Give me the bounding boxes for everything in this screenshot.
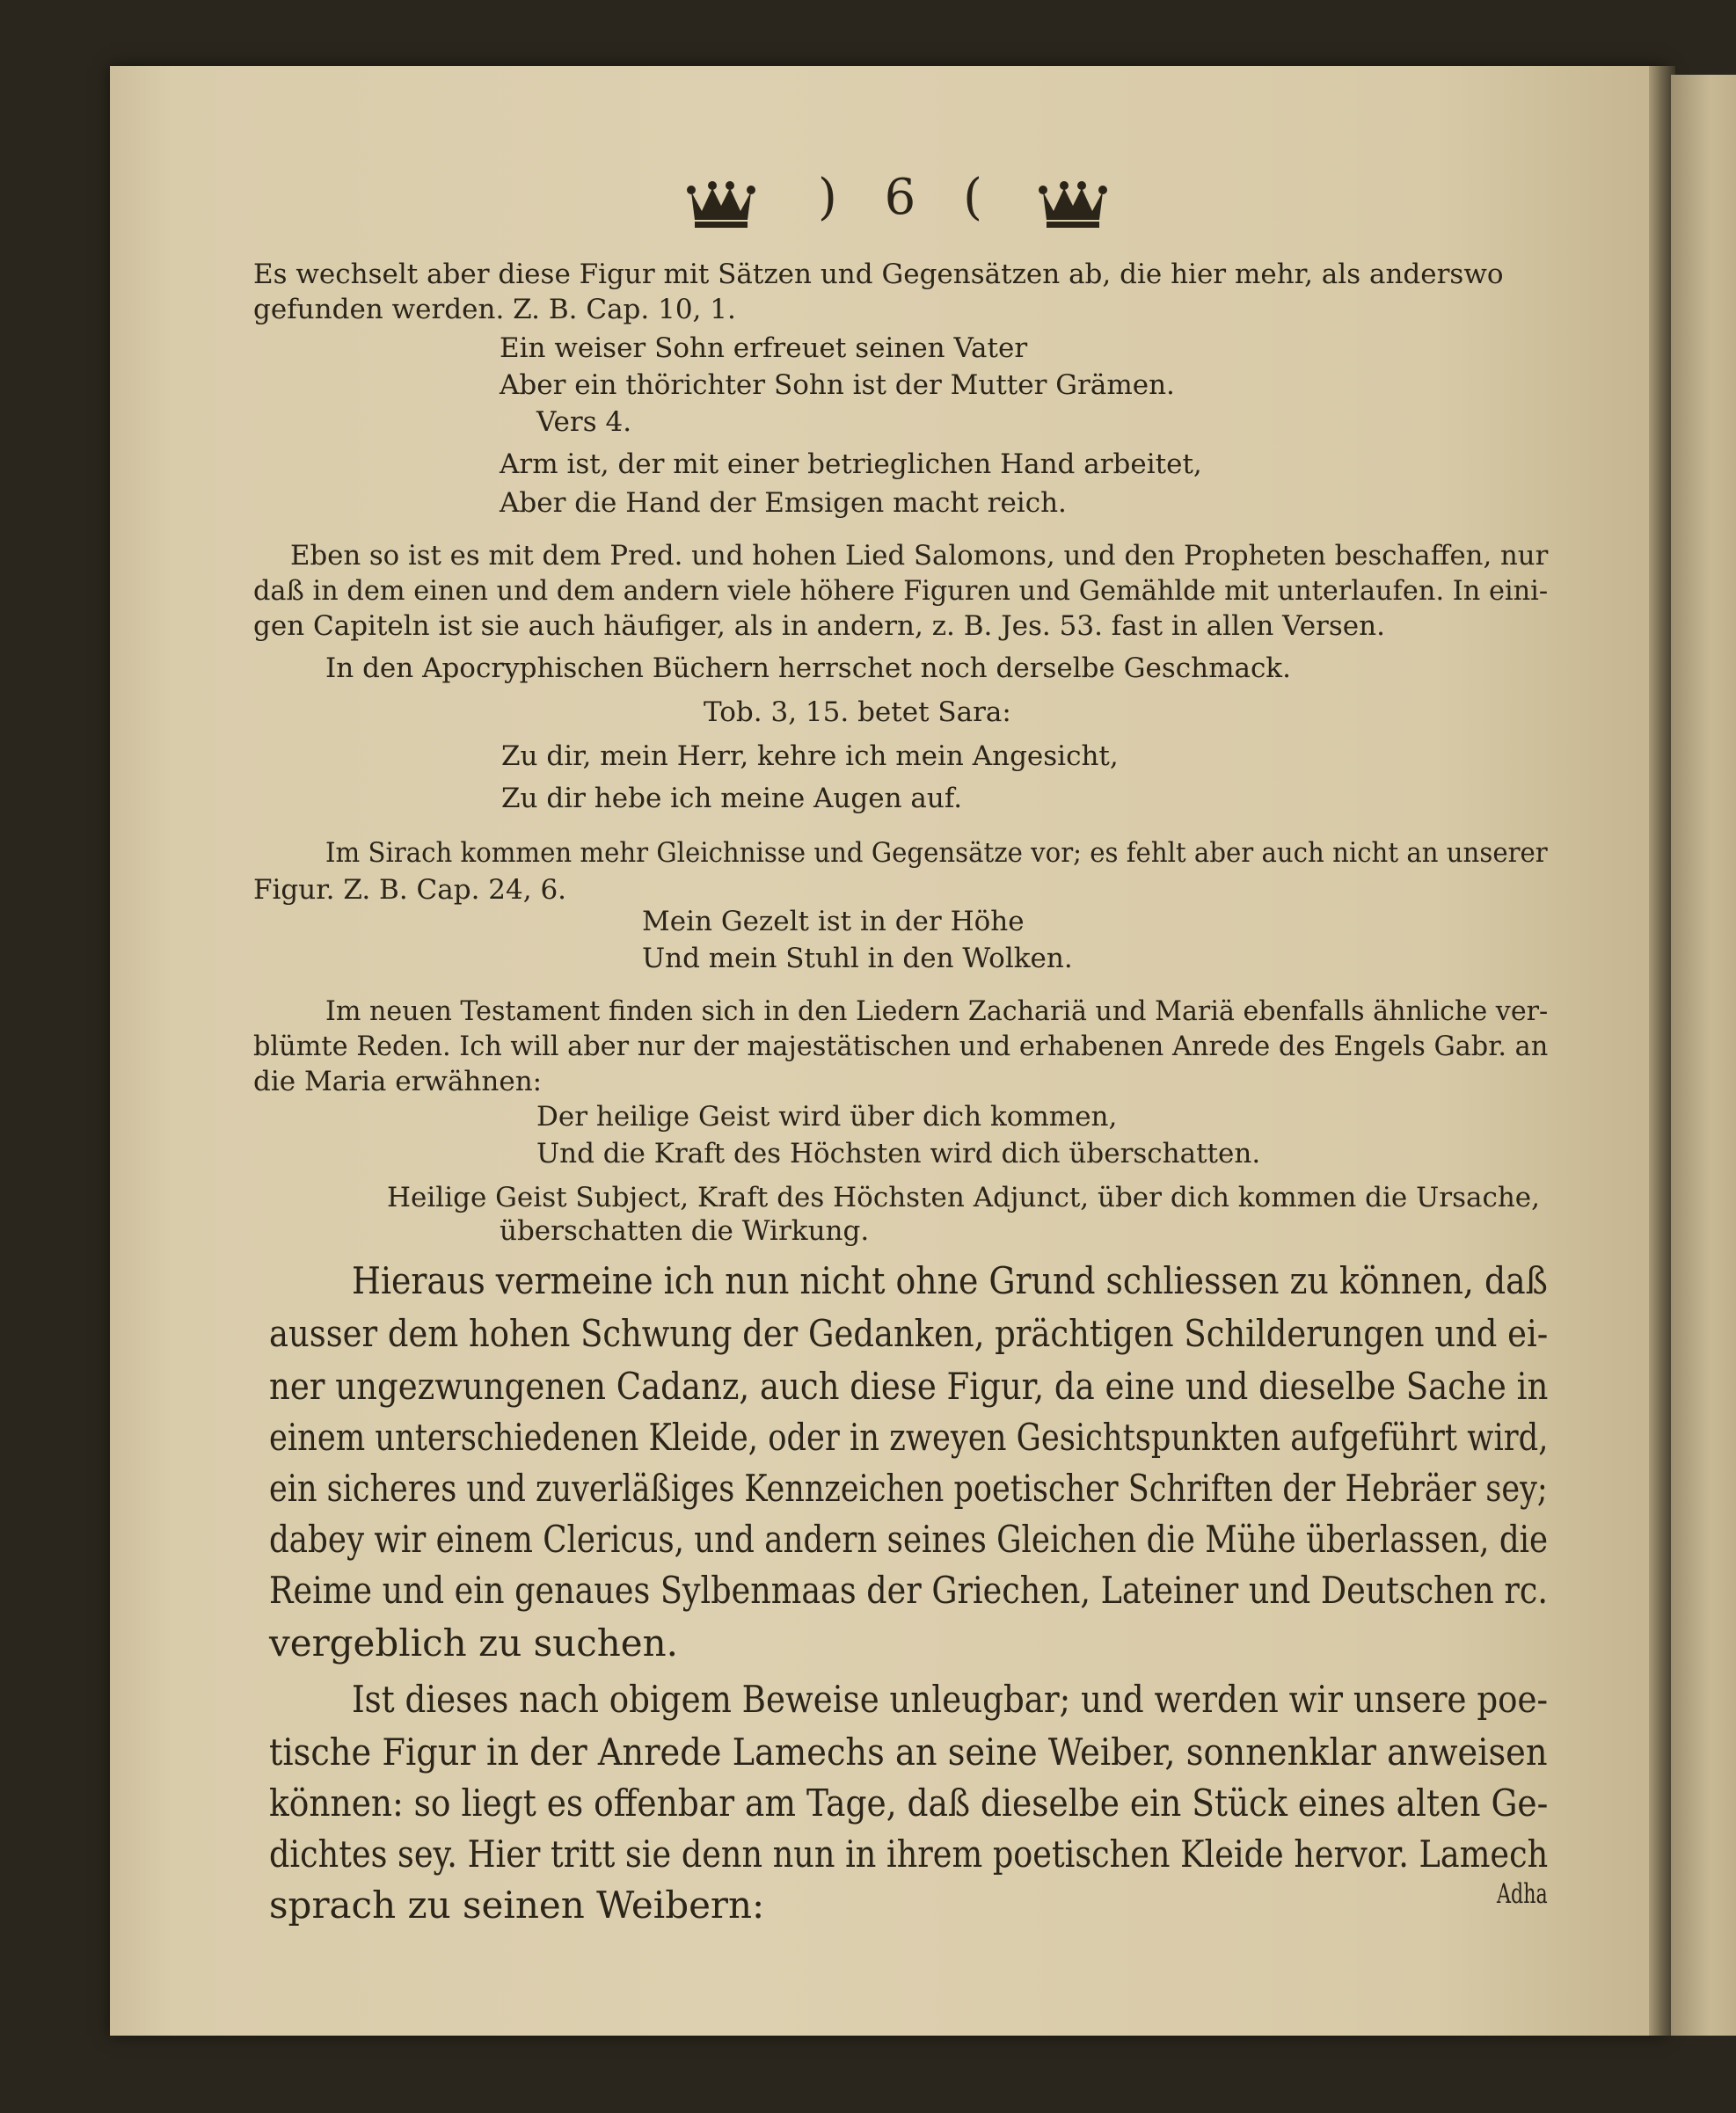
text-line: ausser dem hohen Schwung der Gedanken, prächtigen Schilderungen und ei- xyxy=(269,1312,1549,1355)
text-line: gefunden werden. Z. B. Cap. 10, 1. xyxy=(253,294,736,325)
crown-icon xyxy=(1038,176,1108,230)
text-line: überschatten die Wirkung. xyxy=(500,1215,870,1247)
quote-line: Zu dir hebe ich meine Augen auf. xyxy=(501,783,963,814)
text-line: die Maria erwähnen: xyxy=(253,1066,543,1097)
text-line: Heilige Geist Subject, Kraft des Höchsten Adjunct, über dich kommen die Ursache, xyxy=(387,1182,1540,1213)
quote-line: Arm ist, der mit einer betrieglichen Hand arbeitet, xyxy=(500,448,1202,480)
text-line: ein sicheres und zuverläßiges Kennzeichen poetischer Schriften der Hebräer sey; xyxy=(269,1467,1548,1510)
text-line: blümte Reden. Ich will aber nur der majestätischen und erhabenen Anrede des Engels Gabr. an xyxy=(253,1031,1549,1062)
page-number: ) 6 ( xyxy=(818,169,998,226)
text-line: dichtes sey. Hier tritt sie denn nun in ihrem poetischen Kleide hervor. Lamech xyxy=(269,1832,1549,1876)
text-line: gen Capiteln ist sie auch häufiger, als in andern, z. B. Jes. 53. fast in allen Versen. xyxy=(253,610,1385,642)
crown-icon xyxy=(686,176,756,230)
text-line: Im neuen Testament finden sich in den Liedern Zachariä und Mariä ebenfalls ähnliche ver- xyxy=(325,995,1549,1027)
quote-line: Und mein Stuhl in den Wolken. xyxy=(642,943,1073,974)
text-line: können: so liegt es offenbar am Tage, daß dieselbe ein Stück eines alten Ge- xyxy=(269,1781,1549,1825)
text-line: Figur. Z. B. Cap. 24, 6. xyxy=(253,874,567,906)
text-line: Ist dieses nach obigem Beweise unleugbar; und werden wir unsere poe- xyxy=(352,1678,1549,1721)
quote-line: Ein weiser Sohn erfreuet seinen Vater xyxy=(500,332,1028,364)
text-line: ner ungezwungenen Cadanz, auch diese Figur, da eine und dieselbe Sache in xyxy=(269,1365,1549,1408)
quote-line: Aber die Hand der Emsigen macht reich. xyxy=(500,487,1067,519)
text-line: vergeblich zu suchen. xyxy=(269,1621,679,1665)
quote-line: Mein Gezelt ist in der Höhe xyxy=(642,906,1025,937)
text-line: daß in dem einen und dem andern viele höhere Figuren und Gemählde mit unterlaufen. In eini- xyxy=(253,575,1549,607)
catchword: Adha xyxy=(1497,1878,1548,1910)
text-line: sprach zu seinen Weibern: xyxy=(269,1883,765,1927)
text-line: Reime und ein genaues Sylbenmaas der Griechen, Lateiner und Deutschen rc. xyxy=(269,1569,1548,1612)
verse-reference: Tob. 3, 15. betet Sara: xyxy=(704,696,1011,728)
text-line: In den Apocryphischen Büchern herrschet noch derselbe Geschmack. xyxy=(325,652,1291,684)
verse-reference: Vers 4. xyxy=(536,406,632,438)
quote-line: Und die Kraft des Höchsten wird dich überschatten. xyxy=(536,1138,1261,1169)
quote-line: Der heilige Geist wird über dich kommen, xyxy=(536,1101,1118,1133)
text-line: Im Sirach kommen mehr Gleichnisse und Gegensätze vor; es fehlt aber auch nicht an unserer xyxy=(325,837,1548,869)
quote-line: Aber ein thörichter Sohn ist der Mutter Grämen. xyxy=(500,369,1175,401)
quote-line: Zu dir, mein Herr, kehre ich mein Angesicht, xyxy=(501,740,1119,772)
text-line: dabey wir einem Clericus, und andern seines Gleichen die Mühe überlassen, die xyxy=(269,1518,1549,1561)
text-line: Eben so ist es mit dem Pred. und hohen Lied Salomons, und den Propheten beschaffen, nur xyxy=(290,540,1549,572)
text-line: Es wechselt aber diese Figur mit Sätzen und Gegensätzen ab, die hier mehr, als anderswo xyxy=(253,259,1504,290)
text-line: Hieraus vermeine ich nun nicht ohne Grund schliessen zu können, daß xyxy=(352,1259,1548,1302)
right-page-edge xyxy=(1671,75,1736,2036)
text-line: einem unterschiedenen Kleide, oder in zweyen Gesichtspunkten aufgeführt wird, xyxy=(269,1416,1549,1459)
text-line: tische Figur in der Anrede Lamechs an seine Weiber, sonnenklar anweisen xyxy=(269,1730,1548,1774)
